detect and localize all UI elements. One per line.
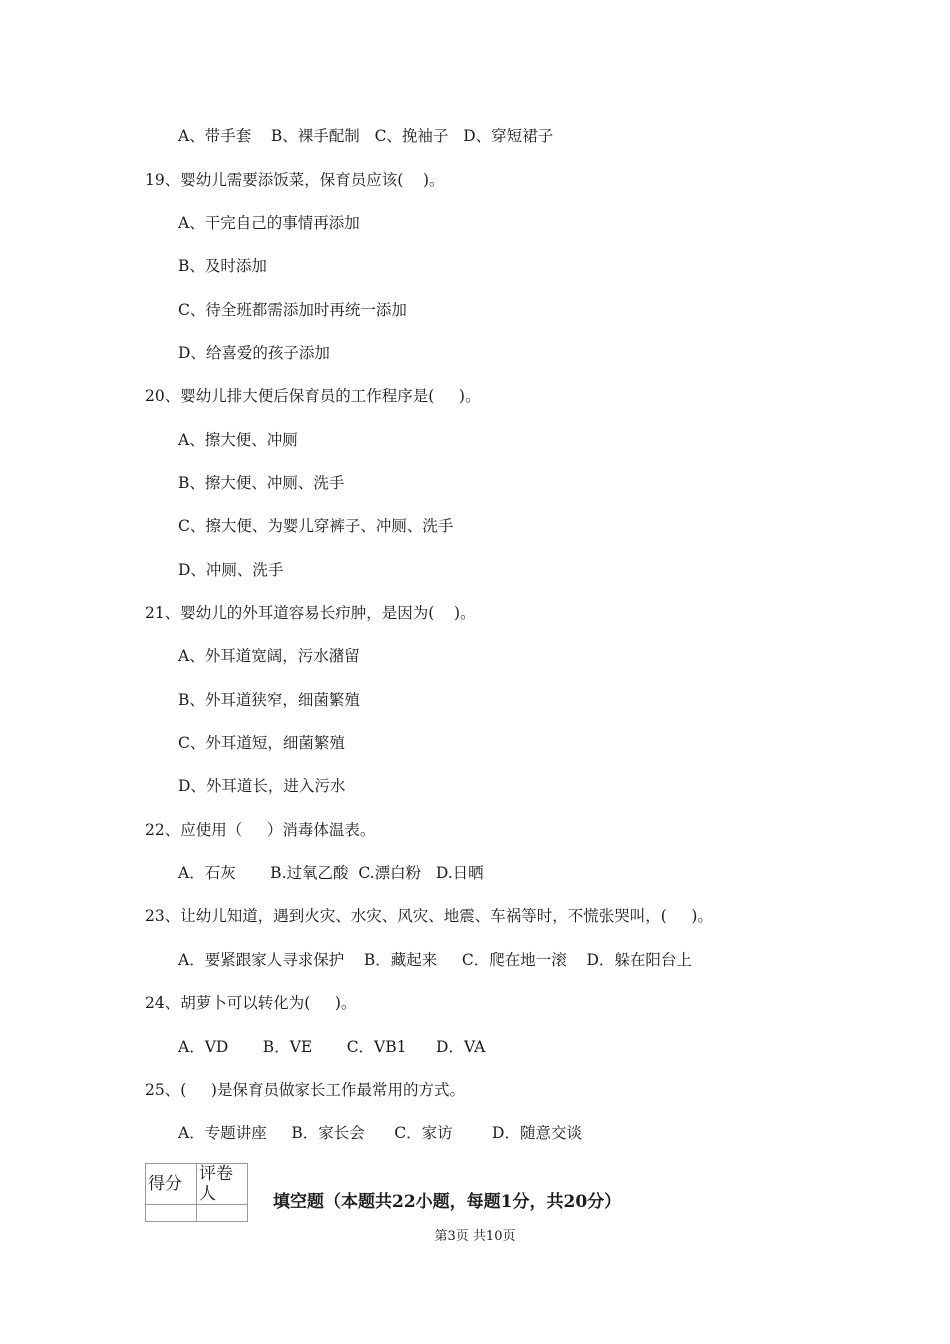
q22-options: A．石灰 B.过氧乙酸 C.漂白粉 D.日晒 <box>178 864 484 882</box>
q19-option-d: D、给喜爱的孩子添加 <box>178 344 330 362</box>
question-24: 24、胡萝卜可以转化为( )。 <box>145 994 357 1012</box>
q21-option-b: B、外耳道狭窄，细菌繁殖 <box>178 691 360 709</box>
question-21: 21、婴幼儿的外耳道容易长疖肿，是因为( )。 <box>145 604 476 622</box>
question-19: 19、婴幼儿需要添饭菜，保育员应该( )。 <box>145 171 445 189</box>
page-footer: 第3页 共10页 <box>434 1229 516 1244</box>
score-table <box>145 1163 248 1222</box>
q25-options: A．专题讲座 B．家长会 C．家访 D．随意交谈 <box>178 1124 582 1142</box>
q23-options: A．要紧跟家人寻求保护 B．藏起来 C．爬在地一滚 D．躲在阳台上 <box>178 951 692 969</box>
q20-option-b: B、擦大便、冲厕、洗手 <box>178 474 345 492</box>
score-cell <box>146 1205 197 1222</box>
q20-option-d: D、冲厕、洗手 <box>178 561 284 579</box>
q19-option-c: C、待全班都需添加时再统一添加 <box>178 301 407 319</box>
q21-option-c: C、外耳道短，细菌繁殖 <box>178 734 345 752</box>
q20-option-c: C、擦大便、为婴儿穿裤子、冲厕、洗手 <box>178 517 454 535</box>
question-23: 23、让幼儿知道，遇到火灾、水灾、风灾、地震、车祸等时，不慌张哭叫，( )。 <box>145 907 713 925</box>
reviewer-label: 评卷人 <box>197 1164 248 1205</box>
q24-options: A．VD B．VE C．VB1 D．VA <box>178 1038 486 1056</box>
question-22: 22、应使用（ ）消毒体温表。 <box>145 821 376 839</box>
question-20: 20、婴幼儿排大便后保育员的工作程序是( )。 <box>145 387 481 405</box>
section-title: 填空题（本题共22小题，每题1分，共20分） <box>273 1192 622 1212</box>
q20-option-a: A、擦大便、冲厕 <box>178 431 298 449</box>
question-25: 25、( )是保育员做家长工作最常用的方式。 <box>145 1081 465 1099</box>
q19-option-b: B、及时添加 <box>178 257 267 275</box>
q21-option-a: A、外耳道宽阔，污水潴留 <box>178 647 360 665</box>
q19-option-a: A、干完自己的事情再添加 <box>178 214 360 232</box>
q21-option-d: D、外耳道长，进入污水 <box>178 777 346 795</box>
score-label: 得分 <box>146 1164 197 1205</box>
reviewer-cell <box>197 1205 248 1222</box>
q18-options: A、带手套 B、裸手配制 C、挽袖子 D、穿短裙子 <box>178 127 554 145</box>
